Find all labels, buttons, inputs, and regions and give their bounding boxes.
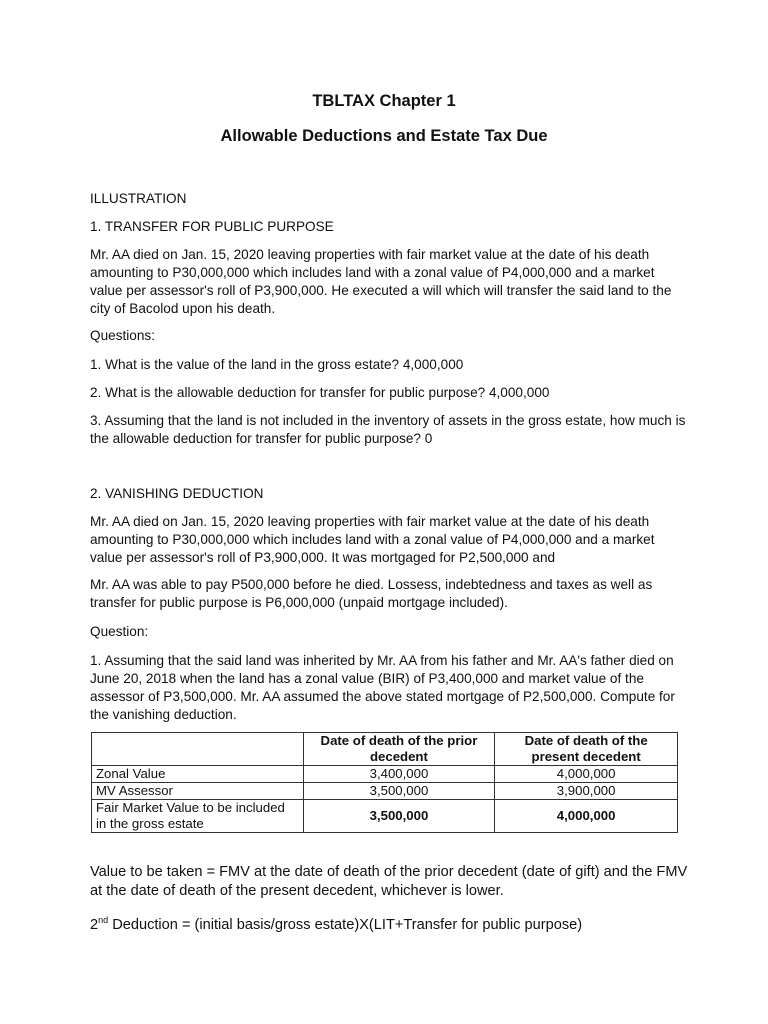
formula-text: Deduction = (initial basis/gross estate)X(LIT+Transfer for public purpose) <box>108 916 583 933</box>
table-header-present: Date of death of the present decedent <box>495 733 678 766</box>
section2-heading: 2. VANISHING DEDUCTION <box>90 486 264 501</box>
cell-present: 4,000,000 <box>495 800 678 833</box>
doc-title: TBLTAX Chapter 1 <box>312 92 456 110</box>
table-header-blank <box>92 733 304 766</box>
doc-subtitle: Allowable Deductions and Estate Tax Due <box>220 127 548 145</box>
table-header-row <box>92 733 678 766</box>
question-3: 3. Assuming that the land is not included in the inventory of assets in the gross estate, how much is the allowable deduction for transfer for public purpose? 0 <box>90 413 686 446</box>
formula-ordinal-suffix: nd <box>98 915 109 925</box>
question-label: Question: <box>90 624 149 639</box>
cell-prior: 3,500,000 <box>303 800 495 833</box>
row-label: MV Assessor <box>92 783 304 800</box>
cell-prior: 3,500,000 <box>303 783 495 800</box>
row-label: Zonal Value <box>92 766 304 783</box>
formula-line <box>90 911 690 935</box>
cell-present: 3,900,000 <box>495 783 678 800</box>
table-row <box>92 800 678 833</box>
question-1: 1. What is the value of the land in the gross estate? 4,000,000 <box>90 357 464 372</box>
cell-present: 4,000,000 <box>495 766 678 783</box>
section2-paragraph-1: Mr. AA died on Jan. 15, 2020 leaving properties with fair market value at the date of his death amounting to P30,000,000 which includes land with a zonal value of P4,000,000 and a market value per assessor's roll of P3,900,000. It was mortgaged for P2,500,000 and <box>90 514 655 565</box>
illustration-label: ILLUSTRATION <box>90 191 187 206</box>
formula-ordinal: 2 <box>90 916 99 933</box>
question-2: 2. What is the allowable deduction for transfer for public purpose? 4,000,000 <box>90 385 550 400</box>
value-note: Value to be taken = FMV at the date of death of the prior decedent (date of gift) and the FMV at the date of death of the present decedent, whichever is lower. <box>90 864 688 899</box>
table-header-prior: Date of death of the prior decedent <box>303 733 495 766</box>
section2-paragraph-2: Mr. AA was able to pay P500,000 before he died. Lossess, indebtedness and taxes as well as transfer for public purpose is P6,000,000 (unpaid mortgage included). <box>90 577 653 610</box>
questions-label: Questions: <box>90 328 155 343</box>
row-label: Fair Market Value to be included in the gross estate <box>92 800 304 833</box>
valuation-table <box>91 732 678 833</box>
section1-heading: 1. TRANSFER FOR PUBLIC PURPOSE <box>90 219 334 234</box>
section2-question-1: 1. Assuming that the said land was inherited by Mr. AA from his father and Mr. AA's father died on June 20, 2018 when the land has a zonal value (BIR) of P3,400,000 and market value of the assessor of P3,500,000. Mr. AA assumed the above stated mortgage of P2,500,000. Compute for the vanishing deduction. <box>90 653 675 722</box>
section1-paragraph: Mr. AA died on Jan. 15, 2020 leaving properties with fair market value at the date of his death amounting to P30,000,000 which includes land with a zonal value of P4,000,000 and a market value per assessor's roll of P3,900,000. He executed a will which will transfer the said land to the city of Bacolod upon his death. <box>90 247 672 316</box>
table-row <box>92 783 678 800</box>
table-row <box>92 766 678 783</box>
cell-prior: 3,400,000 <box>303 766 495 783</box>
